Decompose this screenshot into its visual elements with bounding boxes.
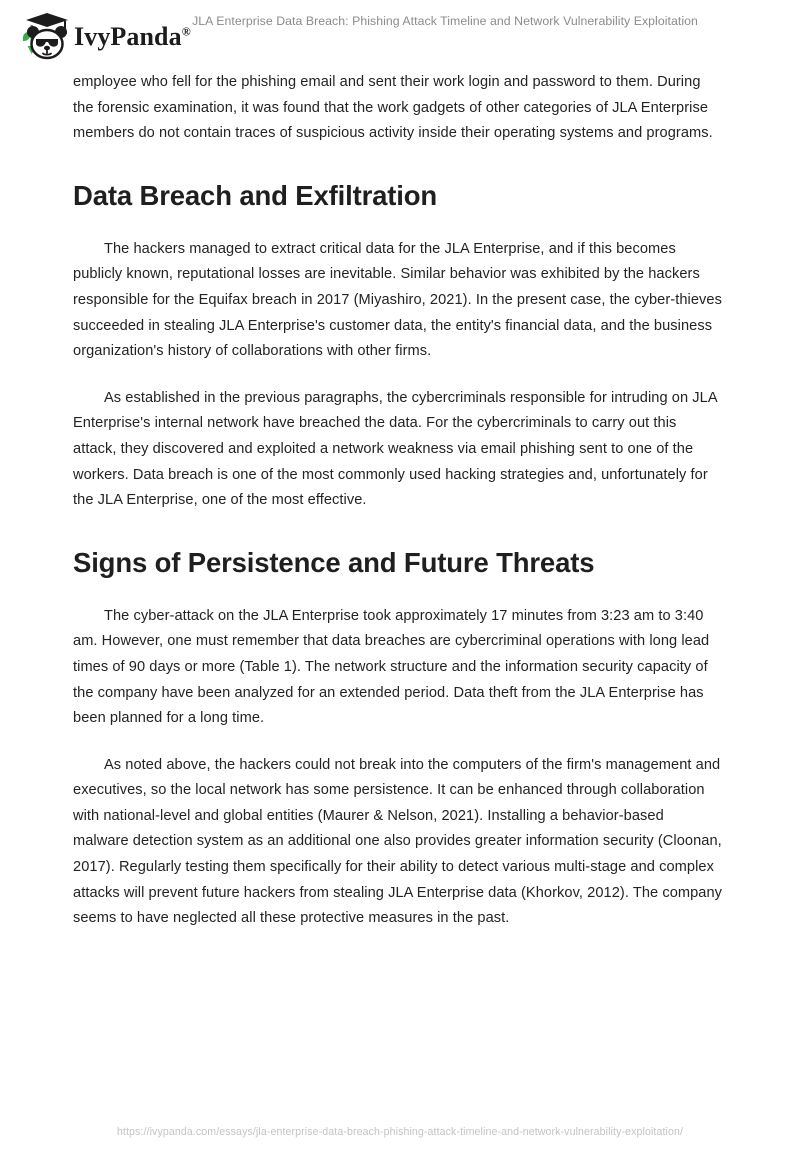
registered-trademark-icon: ®: [181, 24, 191, 39]
spacer: [73, 147, 723, 179]
spacer: [73, 514, 723, 546]
section-heading-signs-of-persistence: Signs of Persistence and Future Threats: [73, 546, 595, 578]
paragraph: As established in the previous paragraphs, the cybercriminals responsible for intruding on JLA Enterprise's internal network have breached the data. For the cybercriminals to carry out this attack, they discovered and exploited a network weakness via email phishing sent to one of the workers. Data breach is one of the most commonly used hacking strategies and, unfortunately for the JLA Enterprise, one of the most effective.: [73, 389, 717, 509]
document-body: [73, 70, 723, 932]
spacer: [73, 212, 723, 237]
page-header: [0, 0, 800, 66]
paragraph: employee who fell for the phishing email and sent their work login and password to them. During the forensic examination, it was found that the work gadgets of other categories of JLA Enterprise members do not contain traces of suspicious activity inside their operating systems and programs.: [73, 74, 713, 142]
spacer: [73, 579, 723, 604]
footer-source-url[interactable]: https://ivypanda.com/essays/jla-enterprise-data-breach-phishing-attack-timeline-and-network-vulnerability-exploitation/: [116, 1126, 684, 1138]
paragraph: The cyber-attack on the JLA Enterprise took approximately 17 minutes from 3:23 am to 3:40 am. However, one must remember that data breaches are cybercriminal operations with long lead times of 90 days or more (Table 1). The network structure and the information security capacity of the company have been analyzed for an extended period. Data theft from the JLA Enterprise has been planned for a long time.: [73, 607, 710, 727]
page-footer: [0, 1122, 800, 1140]
header-document-title: JLA Enterprise Data Breach: Phishing Attack Timeline and Network Vulnerability Exploitation: [192, 14, 698, 28]
brand-name-text: IvyPanda: [74, 22, 182, 51]
section-heading-data-breach: Data Breach and Exfiltration: [73, 179, 438, 211]
paragraph: The hackers managed to extract critical data for the JLA Enterprise, and if this becomes publicly known, reputational losses are inevitable. Similar behavior was exhibited by the hackers responsible for the Equifax breach in 2017 (Miyashiro, 2021). In the present case, the cyber-thieves succeeded in stealing JLA Enterprise's customer data, the entity's financial data, and the business organization's history of collaborations with other firms.: [73, 240, 722, 360]
paragraph: As noted above, the hackers could not break into the computers of the firm's management and executives, so the local network has some persistence. It can be enhanced through collaboration with national-level and global entities (Maurer & Nelson, 2021). Installing a behavior-based malware detection system as an additional one also provides greater information security (Cloonan, 2017). Regularly testing them specifically for their ability to detect various multi-stage and complex attacks will prevent future hackers from stealing JLA Enterprise data (Khorkov, 2012). The company seems to have neglected all these protective measures in the past.: [73, 756, 723, 927]
